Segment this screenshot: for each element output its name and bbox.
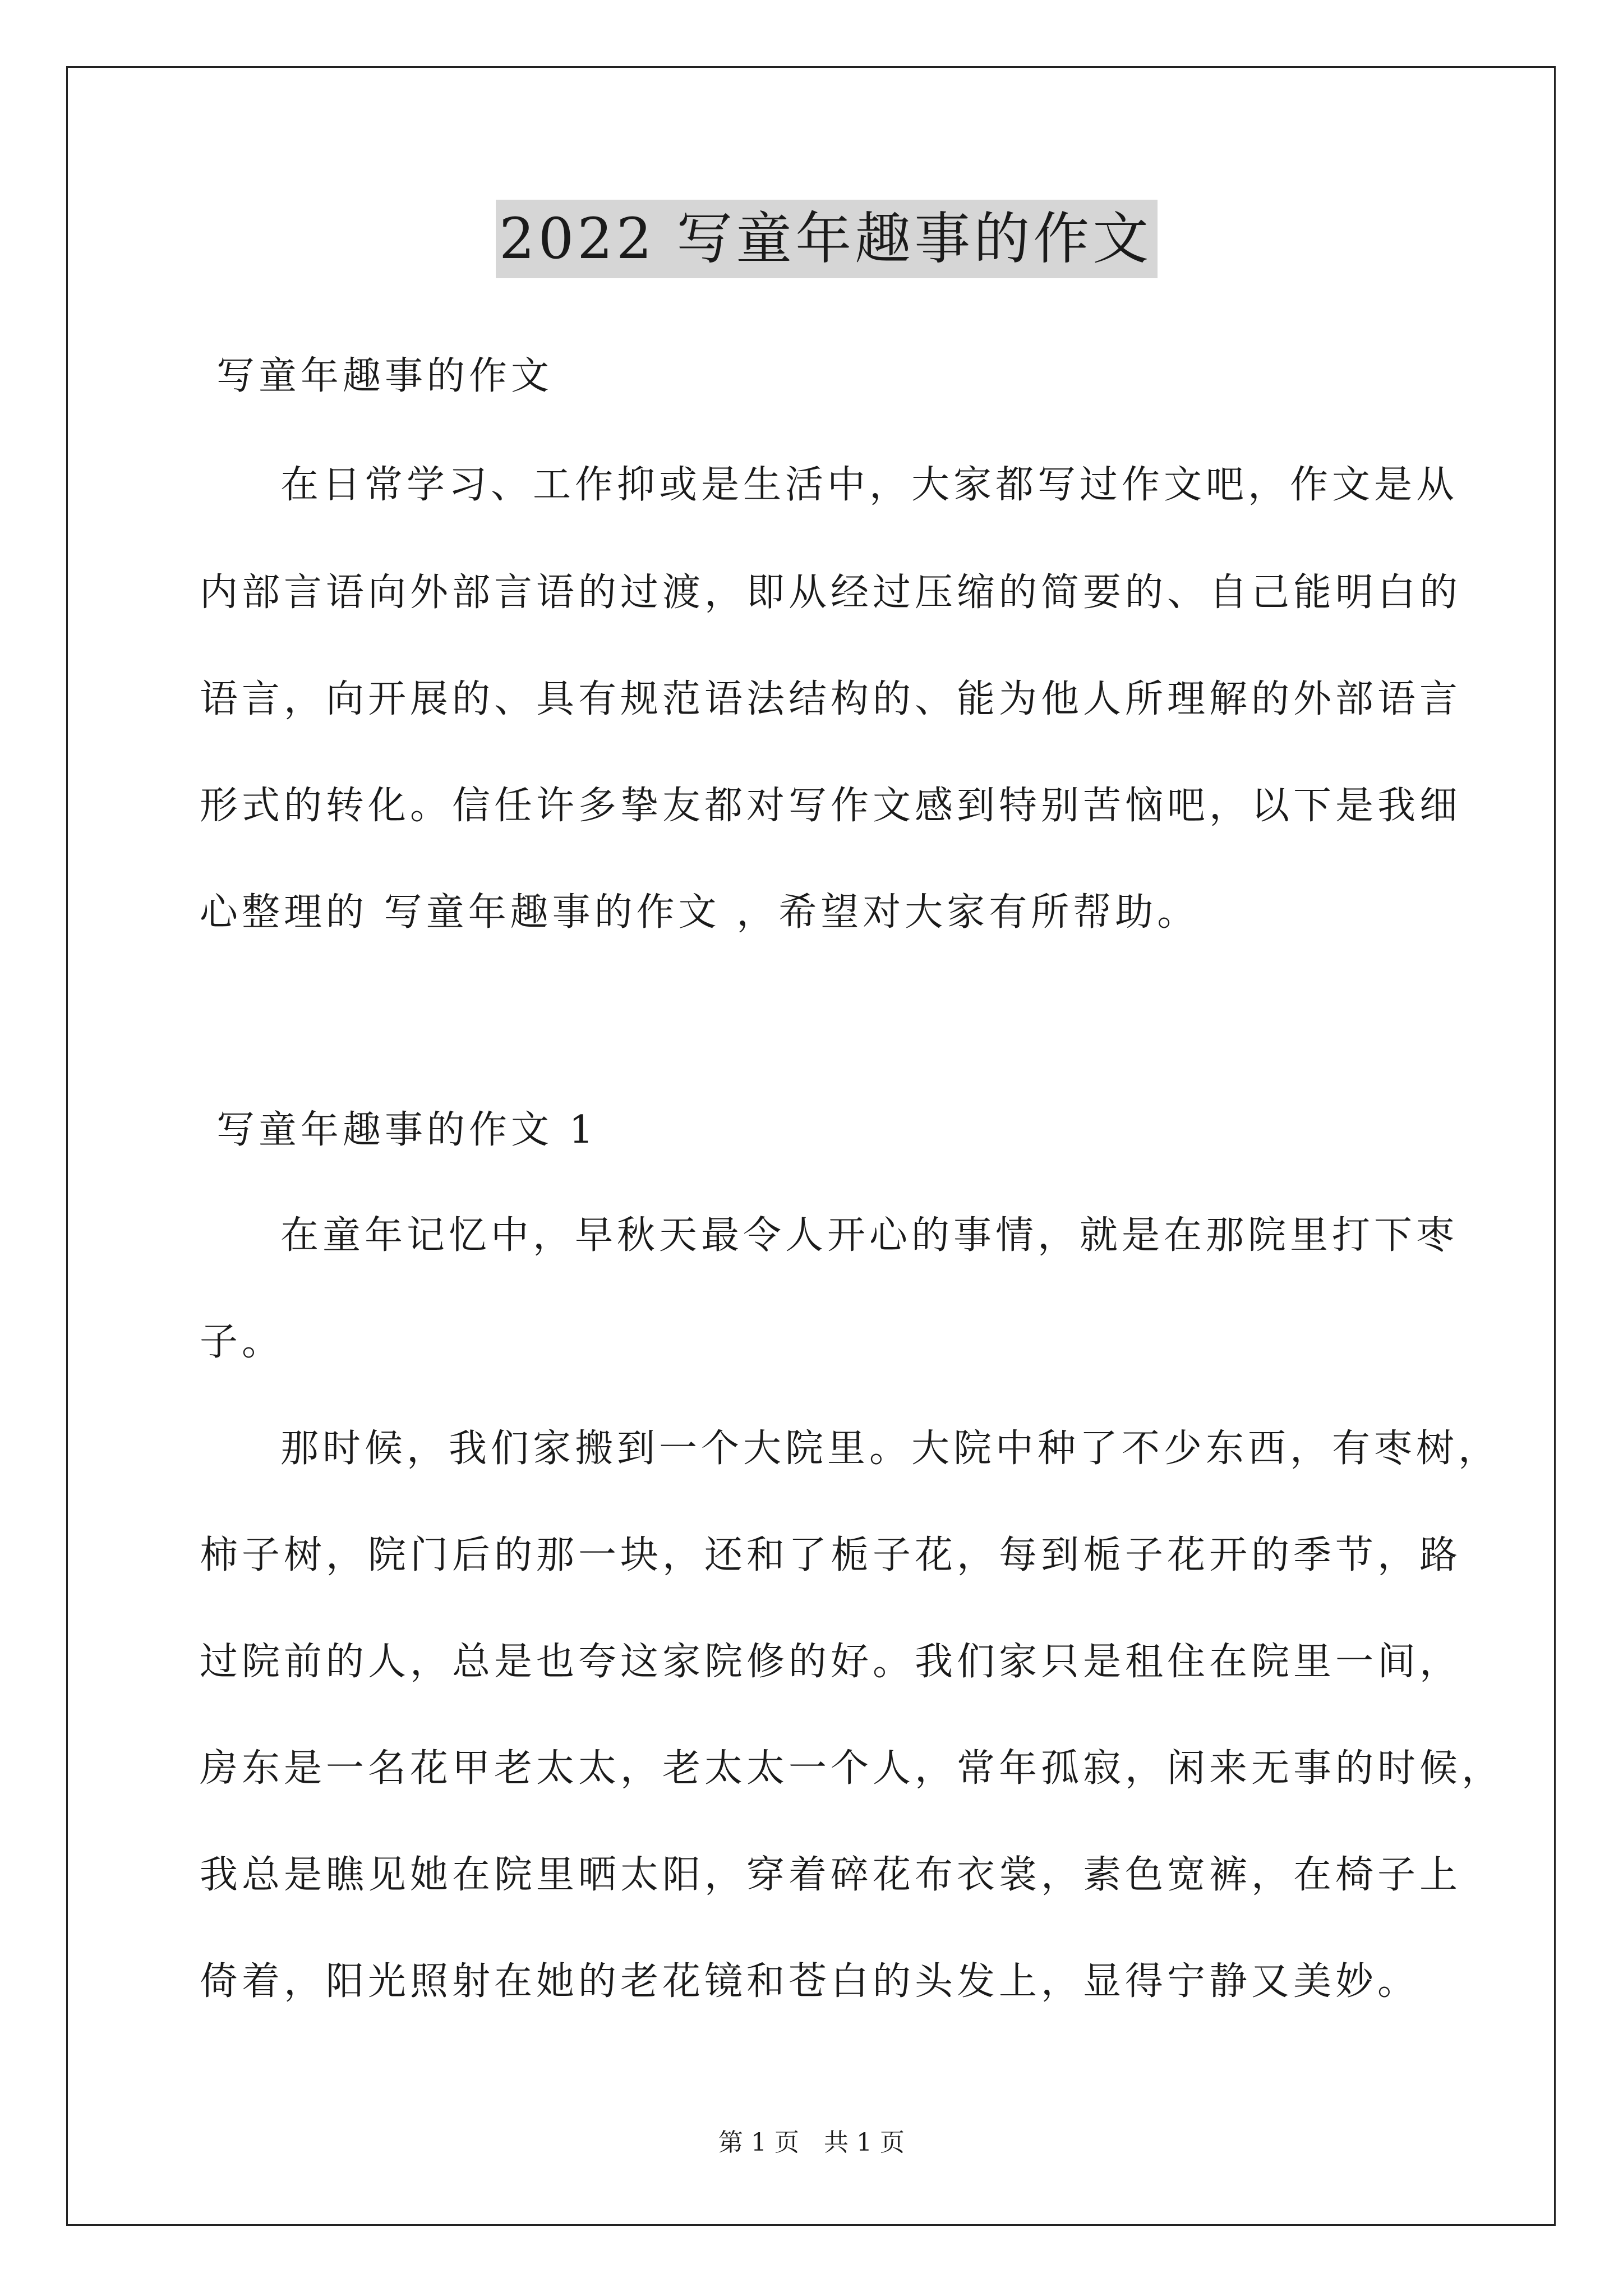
paragraph-line: 倚着，阳光照射在她的老花镜和苍白的头发上，显得宁静又美妙。 [200,1959,1420,2004]
essay-heading: 写童年趣事的作文 1 [216,1108,597,1152]
intro-line: 心整理的 写童年趣事的作文 ，希望对大家有所帮助。 [200,890,1200,935]
paragraph-line: 过院前的人，总是也夸这家院修的好。我们家只是租住在院里一间， [200,1640,1462,1684]
paragraph-line: 子。 [200,1320,284,1364]
paragraph-line: 柿子树，院门后的那一块，还和了栀子花，每到栀子花开的季节，路 [200,1533,1462,1577]
intro-line: 形式的转化。信任许多挚友都对写作文感到特别苦恼吧，以下是我细 [200,784,1462,828]
page-footer: 第 1 页 共 1 页 [718,2128,905,2157]
document-title: 2022 写童年趣事的作文 [496,200,1158,278]
section-heading: 写童年趣事的作文 [216,354,554,398]
paragraph-line: 那时候，我们家搬到一个大院里。大院中种了不少东西，有枣树， [280,1427,1501,1471]
intro-line: 内部言语向外部言语的过渡，即从经过压缩的简要的、自己能明白的 [200,570,1462,615]
paragraph-line: 房东是一名花甲老太太，老太太一个人，常年孤寂，闲来无事的时候， [200,1746,1504,1791]
intro-line: 在日常学习、工作抑或是生活中，大家都写过作文吧，作文是从 [280,463,1459,507]
paragraph-line: 我总是瞧见她在院里晒太阳，穿着碎花布衣裳，素色宽裤，在椅子上 [200,1853,1462,1897]
paragraph-line: 在童年记忆中，早秋天最令人开心的事情，就是在那院里打下枣 [280,1213,1459,1258]
intro-line: 语言，向开展的、具有规范语法结构的、能为他人所理解的外部语言 [200,677,1462,721]
